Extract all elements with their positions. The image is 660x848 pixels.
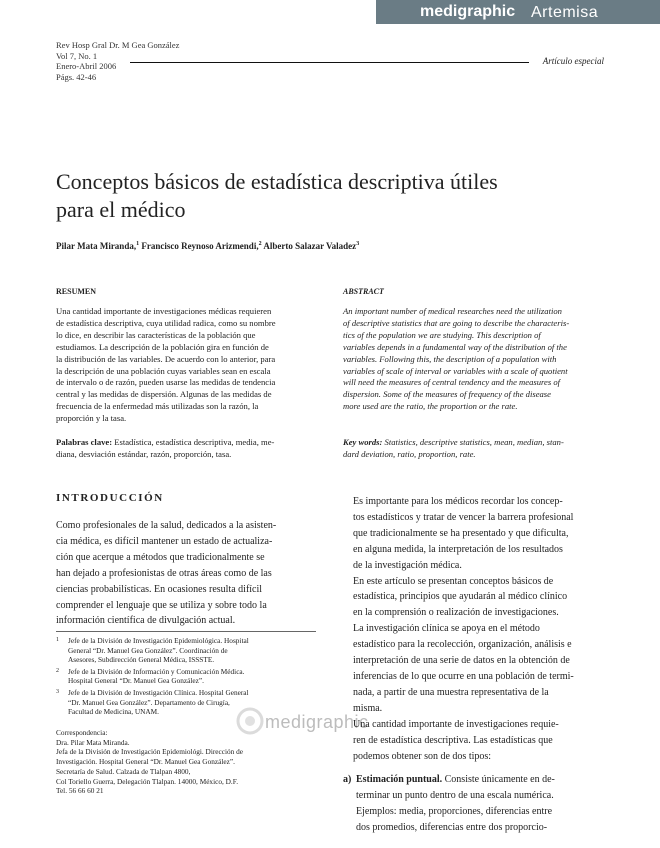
footnote-number: 3 — [56, 688, 59, 695]
abstract-text — [343, 306, 605, 413]
correspondence-line: Dra. Pilar Mata Miranda. — [56, 737, 130, 747]
keywords-label: Palabras clave: — [56, 437, 113, 447]
resumen-keywords — [56, 437, 318, 461]
resumen-line: Una cantidad importante de investigaciones médicas requieren — [56, 306, 272, 316]
footnote-rule — [56, 631, 316, 632]
text-line: podemos obtener son de dos tipos: — [353, 750, 492, 762]
paragraph — [343, 494, 605, 574]
watermark-text: medigraphic — [265, 712, 369, 732]
correspondence-line: Jefa de la División de Investigación Epidemiológi. Dirección de — [56, 747, 244, 757]
paragraph — [343, 574, 605, 622]
text-line: misma. — [353, 702, 383, 714]
footnotes — [56, 636, 316, 719]
text-line: en la comprensión o realización de investigaciones. — [353, 607, 559, 619]
text-line: Es importante para los médicos recordar los concep- — [353, 496, 563, 507]
intro-line: ción que acerque a métodos que tradicionalmente se — [56, 551, 265, 563]
abstract-line: dispersion. Some of the measures of frequency of the disease — [343, 389, 551, 400]
article-title — [56, 168, 616, 224]
intro-line: han dejado a profesionistas de otras áreas como de las — [56, 567, 272, 579]
list-marker: a) — [343, 774, 352, 786]
footnote-line: Jefe de la División de Información y Comunicación Médica. — [68, 666, 245, 676]
correspondence-line: Tel. 56 66 60 21 — [56, 786, 104, 796]
author-affiliation-mark: 3 — [356, 241, 360, 247]
text-line: En este artículo se presentan conceptos básicos de — [353, 575, 554, 587]
correspondence — [56, 728, 318, 796]
footnote-line: “Dr. Manuel Gea González”. Departamento de Cirugía, — [68, 697, 230, 707]
keywords-line: diana, desviación estándar, razón, proporción, tasa. — [56, 448, 232, 459]
intro-line: cia médica, es difícil mantener un estado de actualiza- — [56, 535, 273, 547]
abstract-line: tics of the population we are studying. This description of — [343, 329, 541, 340]
correspondence-line: Secretaría de Salud. Calzada de Tlalpan 4800, — [56, 766, 191, 776]
author-name: Francisco Reynoso Arizmendi, — [141, 241, 259, 251]
footnote-line: General “Dr. Manuel Gea González”. Coordinación de — [68, 645, 228, 655]
resumen-line: lo dice, en describir las características de la población que — [56, 329, 256, 340]
abstract-line: of descriptive statistics that are going to describe the characteris- — [343, 317, 570, 328]
text-line: dos promedios, diferencias entre dos proporcio- — [356, 822, 548, 834]
abstract-line: more used are the ratio, the proportion or the rate. — [343, 401, 518, 412]
intro-right-text — [343, 494, 605, 836]
keywords-line: dard deviation, ratio, proportion, rate. — [343, 448, 476, 459]
intro-line: ciencias probabilísticas. En ocasiones resulta difícil — [56, 583, 263, 595]
brand-name: medigraphic — [420, 3, 516, 20]
list-item-term: Estimación puntual. — [356, 774, 443, 786]
author-affiliation-mark: 1 — [136, 241, 140, 247]
paragraph — [343, 717, 605, 765]
abstract-line: will need the measures of central tendency and the measures of — [343, 377, 561, 388]
text-line: que tradicionalmente se ha presentado y que dificulta, — [353, 527, 569, 539]
resumen-line: estudiamos. La descripción de la población gira en función de — [56, 341, 269, 352]
resumen-line: de estadística descriptiva, cuya utilidad radica, como su nombre — [56, 317, 276, 328]
text-line: Ejemplos: media, proporciones, diferencias entre — [356, 806, 553, 818]
author-list — [56, 241, 359, 251]
intro-line: comprender el lenguaje que se utiliza y sobre todo la — [56, 599, 267, 611]
text-line: interpretación de una serie de datos en la obtención de — [353, 655, 570, 667]
intro-left-text — [56, 518, 318, 629]
footnote-number: 2 — [56, 667, 59, 674]
text-line: nada, a partir de una muestra representativa de la — [353, 686, 549, 698]
publisher-banner — [376, 0, 660, 24]
keywords-line: Estadística, estadística descriptiva, media, me- — [114, 437, 275, 447]
correspondence-line: Correspondencia: — [56, 728, 108, 737]
header-rule — [130, 62, 529, 63]
abstract-line: An important number of medical researches need the utilization — [343, 306, 562, 316]
resumen-text — [56, 306, 318, 425]
footnote-line: Hospital General “Dr. Manuel Gea González”. — [68, 676, 204, 686]
text-line: en alguna medida, la interpretación de los resultados — [353, 543, 563, 555]
footnote-line: Jefe de la División de Investigación Clínica. Hospital General — [68, 687, 249, 697]
title-line: Conceptos básicos de estadística descriptiva útiles — [56, 169, 498, 194]
text-line: de la investigación médica. — [353, 559, 462, 571]
intro-line: Como profesionales de la salud, dedicados a la asisten- — [56, 520, 277, 531]
list-item — [343, 772, 605, 836]
journal-line: Enero-Abril 2006 — [56, 61, 117, 71]
journal-line: Vol 7, No. 1 — [56, 50, 98, 61]
text-line: estadístico para la recolección, organización, análisis e — [353, 639, 572, 651]
resumen-line: la distribución de las variables. De acuerdo con lo anterior, para — [56, 353, 276, 364]
abstract-line: variables. Following this, the description of a population with — [343, 353, 557, 364]
text-line: inferencias de lo que ocurre en una población de termi- — [353, 670, 574, 682]
resumen-line: frecuencia de la enfermedad más utilizadas son la razón, la — [56, 401, 259, 412]
text-line: tos estadísticos y tratar de vencer la barrera profesional — [353, 511, 574, 523]
text-line: terminar un punto dentro de una escala numérica. — [356, 790, 554, 802]
resumen-heading: RESUMEN — [56, 287, 97, 296]
abstract-heading: ABSTRACT — [343, 287, 384, 296]
correspondence-line: Investigación. Hospital General “Dr. Manuel Gea González”. — [56, 757, 235, 767]
abstract-line: variables depends in a fundamental way of the distribution of the — [343, 341, 567, 352]
text-line: estadística, principios que ayudarán al médico clínico — [353, 591, 568, 603]
text-line: La investigación clínica se apoya en el método — [353, 623, 540, 635]
text-line: Consiste únicamente en de- — [442, 774, 555, 786]
journal-info — [56, 40, 179, 82]
footnote — [56, 636, 316, 665]
footnote-line: Facultad de Medicina, UNAM. — [68, 707, 159, 717]
author-name: Pilar Mata Miranda, — [56, 241, 137, 251]
abstract-keywords — [343, 437, 605, 461]
author-affiliation-mark: 2 — [258, 241, 262, 247]
paragraph — [343, 621, 605, 716]
footnote — [56, 667, 316, 686]
section-label: Artículo especial — [542, 56, 604, 66]
watermark-logo-icon — [235, 706, 265, 736]
resumen-line: de intervalo o de razón, pueden usarse las medidas de tendencia — [56, 377, 276, 388]
resumen-line: proporción y la tasa. — [56, 413, 127, 424]
journal-line: Págs. 42-46 — [56, 71, 97, 82]
abstract-line: variables of scale of interval or variables with a scale of quotient — [343, 365, 568, 376]
resumen-line: central y las medidas de dispersión. Algunas de las medidas de — [56, 389, 272, 400]
keywords-label: Key words: — [343, 437, 383, 447]
text-line: Una cantidad importante de investigaciones requie- — [353, 718, 559, 730]
intro-heading: INTRODUCCIÓN — [56, 492, 164, 504]
title-line: para el médico — [56, 197, 186, 222]
resumen-line: la descripción de una población cuyas variables sean en escala — [56, 365, 271, 376]
author-name: Alberto Salazar Valadez — [263, 241, 357, 251]
brand-subname: Artemisa — [531, 4, 599, 21]
text-line: ren de estadística descriptiva. Las estadísticas que — [353, 734, 553, 746]
journal-line: Rev Hosp Gral Dr. M Gea González — [56, 40, 180, 50]
footnote-line: Jefe de la División de Investigación Epidemiológica. Hospital — [68, 636, 249, 645]
intro-line: información científica de divulgación actual. — [56, 615, 236, 627]
footnote-number: 1 — [56, 637, 59, 643]
keywords-line: Statistics, descriptive statistics, mean, median, stan- — [384, 437, 564, 447]
footnote-line: Asesores, Subdirección General Médica, ISSSTE. — [68, 655, 215, 665]
correspondence-line: Col Toriello Guerra, Delegación Tlalpan. 14000, México, D.F. — [56, 776, 239, 786]
